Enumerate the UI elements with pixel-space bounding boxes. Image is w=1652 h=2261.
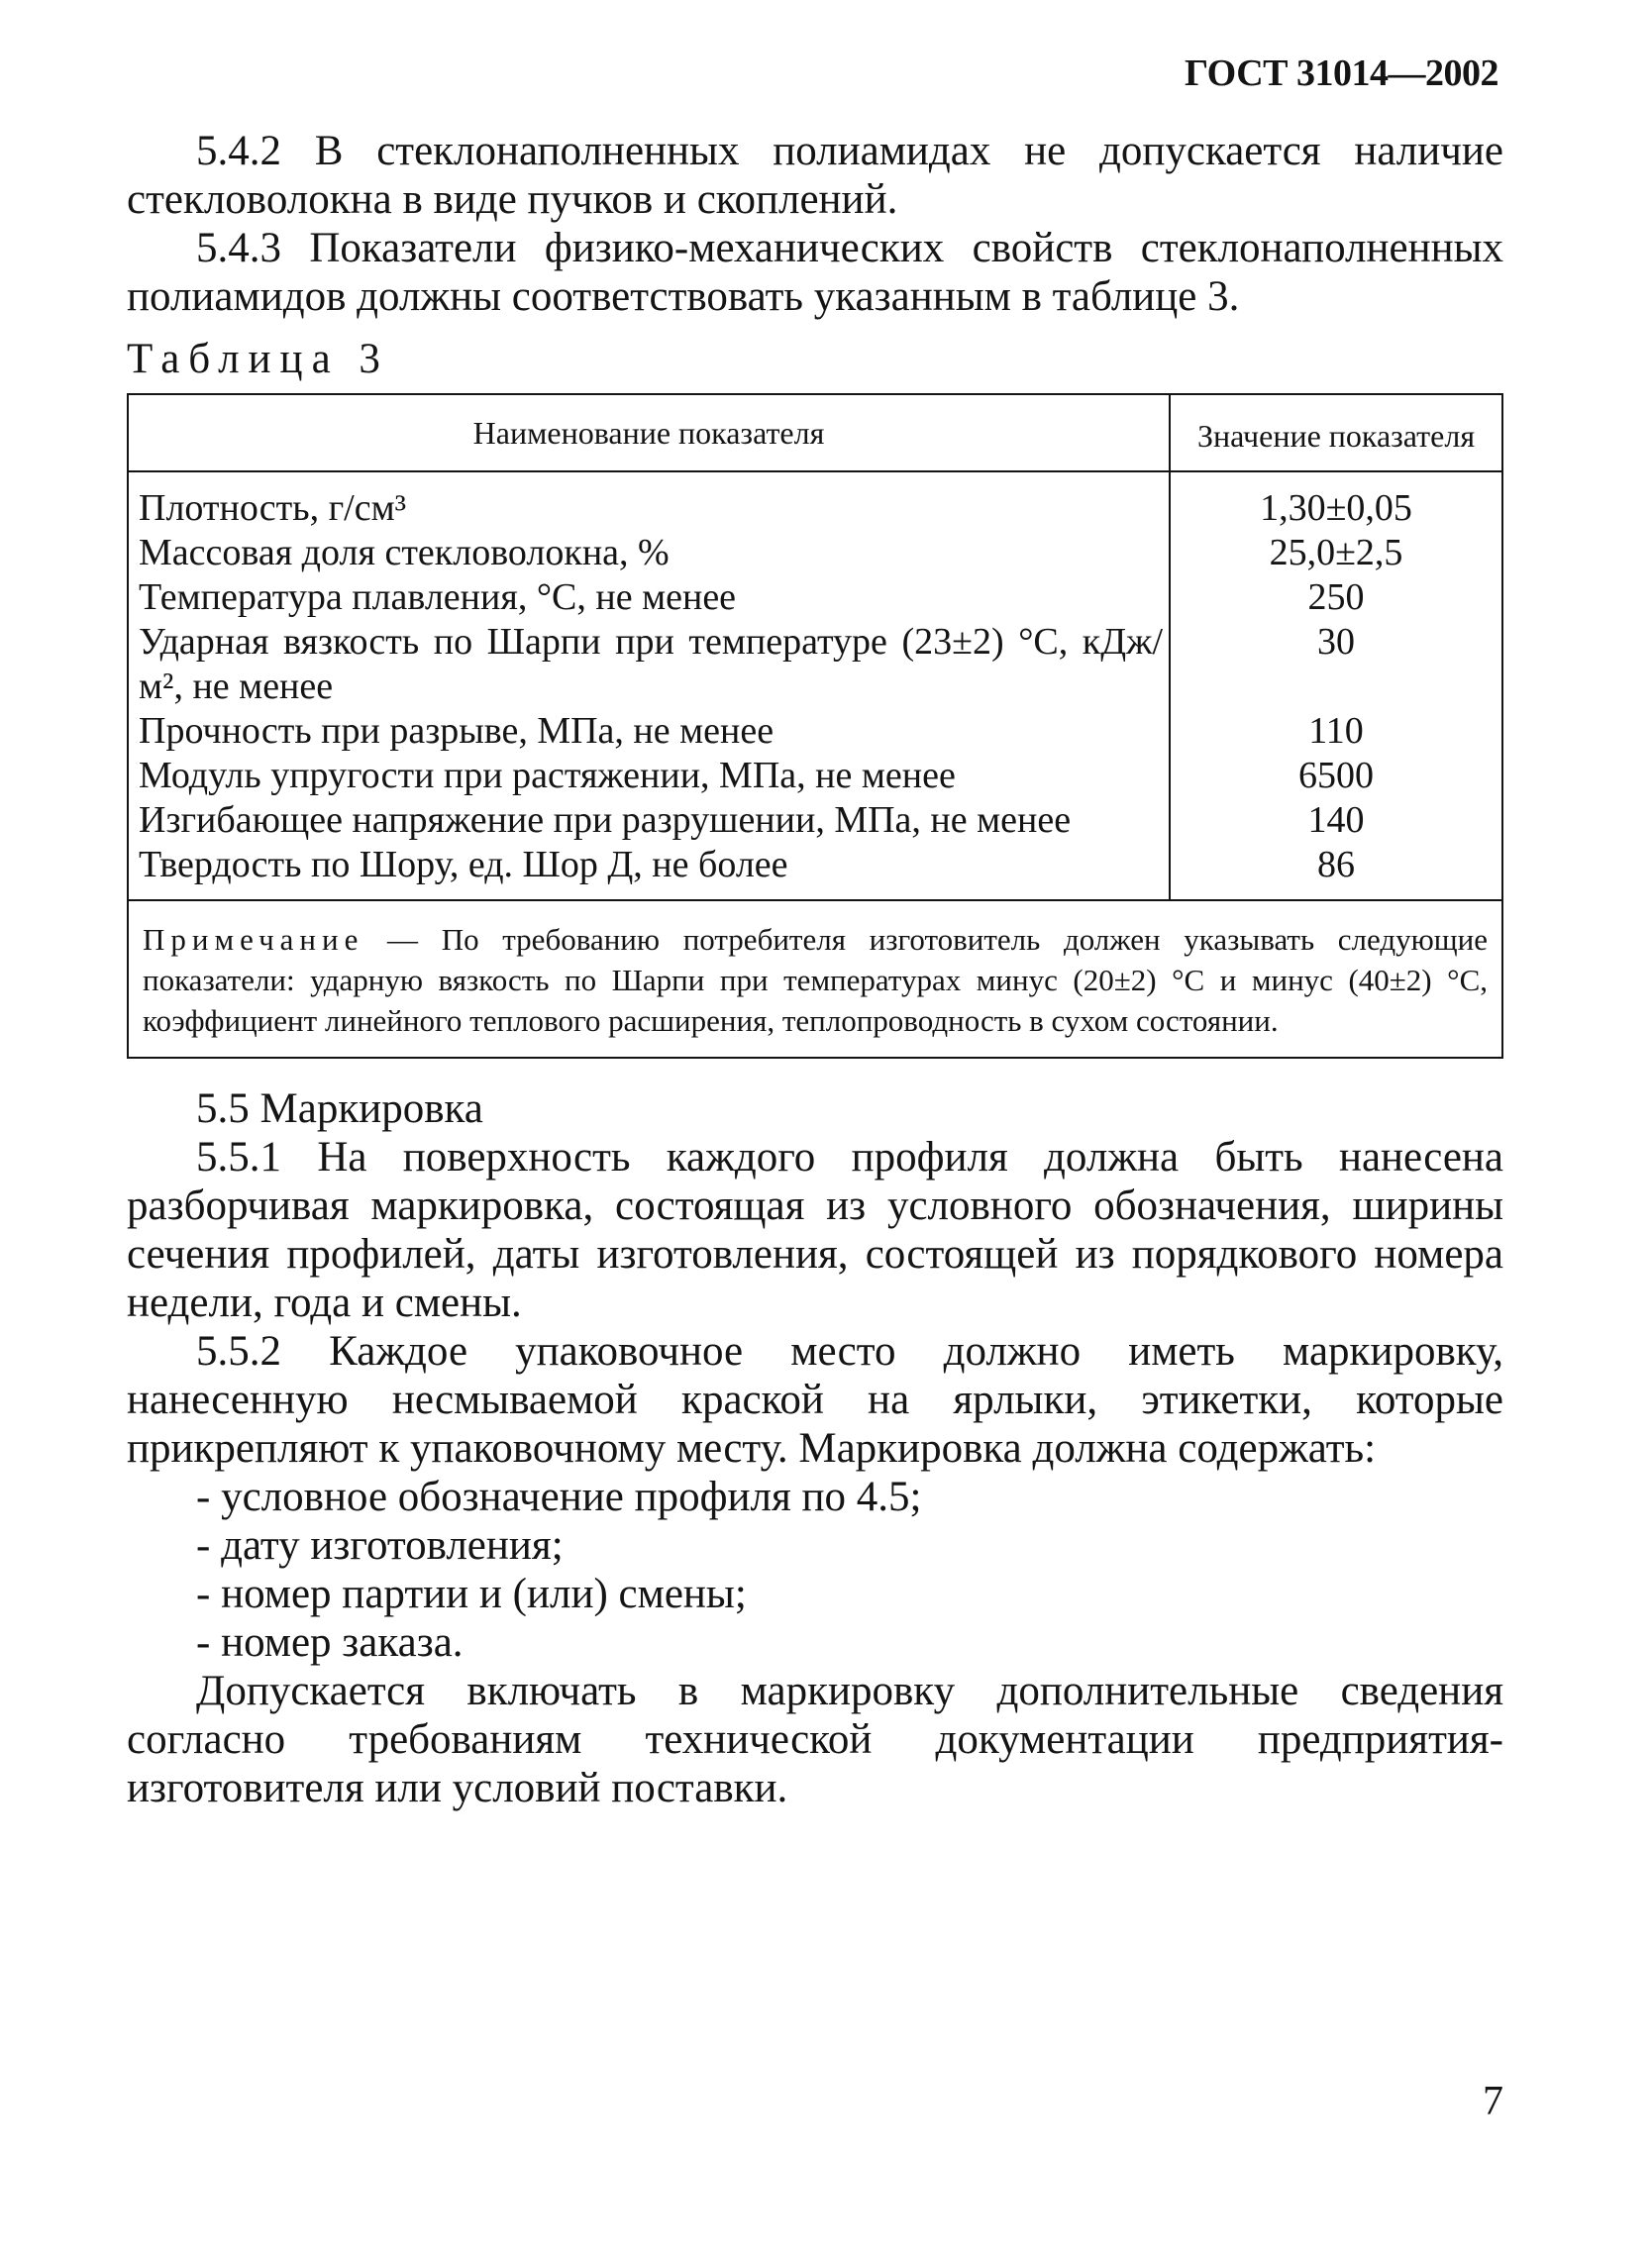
table-row (128, 620, 1502, 709)
table-row (128, 798, 1502, 843)
note-text: — По требованию потребителя изготовитель должен указывать следующие показатели: ударную вязкость по Шарпи при температурах минус (20±2) °С и минус (40±2) °С, коэффициент линейного теплового расширения, теплопроводность в сухом состоянии. (143, 922, 1488, 1038)
table-caption: Таблица 3 (127, 336, 389, 382)
list-item: - номер заказа. (196, 1619, 464, 1666)
document-header: ГОСТ 31014—2002 (1184, 52, 1498, 94)
properties-table (127, 393, 1503, 1059)
row-value: 86 (1317, 844, 1355, 885)
note-lead: Примечание (143, 922, 364, 957)
row-value: 25,0±2,5 (1269, 532, 1403, 573)
table-row (128, 709, 1502, 754)
header-indicator-value: Значение показателя (1170, 394, 1502, 471)
page-number: 7 (1483, 2079, 1503, 2124)
row-name: Температура плавления, °С, не менее (128, 575, 1170, 620)
row-name: Изгибающее напряжение при разрушении, МПа, не менее (128, 798, 1170, 843)
paragraph-5-4-2: 5.4.2 В стеклонаполненных полиамидах не допускается наличие стекловолокна в виде пучков и скоплений. (127, 128, 1503, 223)
row-name: Плотность, г/см³ (128, 471, 1170, 531)
table-row (128, 843, 1502, 900)
row-value: 250 (1307, 576, 1365, 618)
row-value: 1,30±0,05 (1260, 487, 1412, 529)
header-indicator-name: Наименование показателя (128, 394, 1170, 471)
row-value: 140 (1307, 799, 1365, 841)
table-header-row (128, 394, 1502, 471)
row-value: 110 (1308, 710, 1364, 752)
list-item: - номер партии и (или) смены; (196, 1571, 747, 1617)
table-note-row (128, 900, 1502, 1058)
list-item: - дату изготовления; (196, 1522, 564, 1569)
list-item: - условное обозначение профиля по 4.5; (196, 1474, 922, 1520)
paragraph-5-5-2: 5.5.2 Каждое упаковочное место должно иметь маркировку, нанесенную несмываемой краской на ярлыки, этикетки, которые прикрепляют к упаковочному месту. Маркировка должна содержать: (127, 1328, 1503, 1472)
paragraph-5-4-3: 5.4.3 Показатели физико-механических свойств стеклонаполненных полиамидов должны соответствовать указанным в таблице 3. (127, 225, 1503, 320)
row-name: Твердость по Шору, ед. Шор Д, не более (128, 843, 1170, 900)
row-name: Массовая доля стекловолокна, % (128, 531, 1170, 575)
table-note (128, 900, 1502, 1058)
row-name: Прочность при разрыве, МПа, не менее (128, 709, 1170, 754)
row-value: 30 (1317, 621, 1355, 663)
document-page (127, 127, 1503, 1812)
table-row (128, 754, 1502, 798)
row-name: Модуль упругости при растяжении, МПа, не менее (128, 754, 1170, 798)
table-row (128, 531, 1502, 575)
row-value: 6500 (1298, 755, 1374, 796)
section-title-marking: 5.5 Маркировка (196, 1085, 483, 1132)
table-row (128, 575, 1502, 620)
table-row (128, 471, 1502, 531)
paragraph-closing: Допускается включать в маркировку дополнительные сведения согласно требованиям технической документации предприятия-изготовителя или условий поставки. (127, 1668, 1503, 1811)
paragraph-5-5-1: 5.5.1 На поверхность каждого профиля должна быть нанесена разборчивая маркировка, состоящая из условного обозначения, ширины сечения профилей, даты изготовления, состоящей из порядкового номера недели, года и смены. (127, 1134, 1503, 1326)
row-name: Ударная вязкость по Шарпи при температуре (23±2) °С, кДж/м², не менее (128, 620, 1170, 709)
